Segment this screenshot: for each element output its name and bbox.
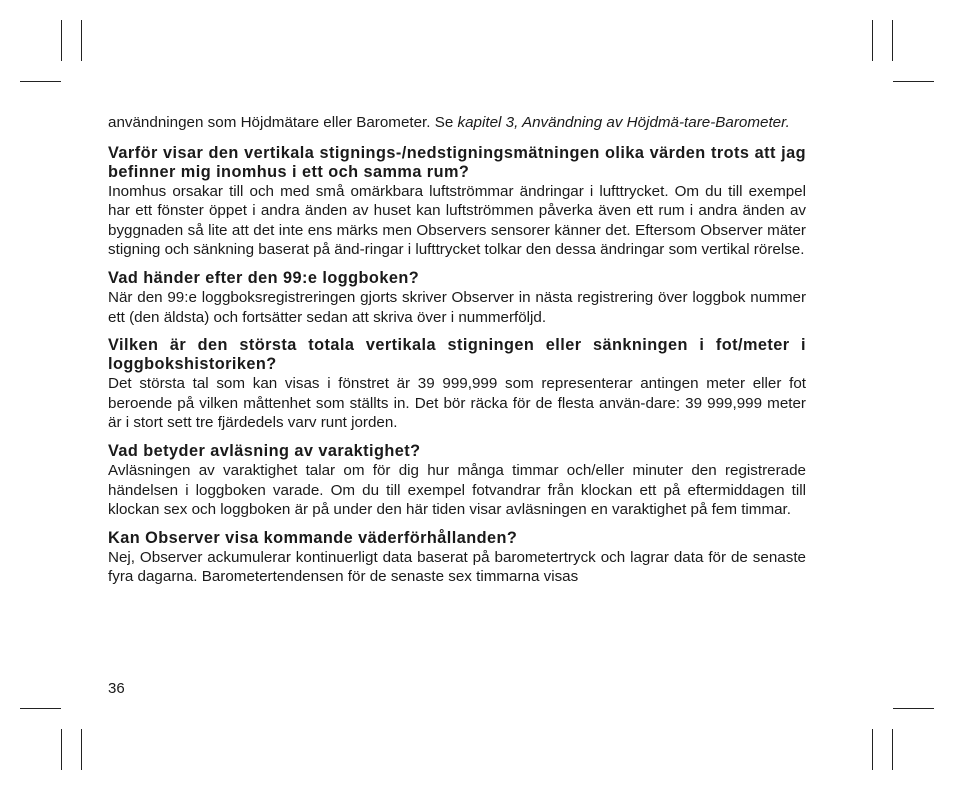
- crop-mark: [892, 729, 893, 770]
- crop-mark: [81, 729, 82, 770]
- crop-mark: [893, 708, 934, 709]
- faq-answer: Det största tal som kan visas i fönstret är 39 999,999 som representerar antingen meter eller fot beroende på vilken måttenhet som ställts in. Det bör räcka för de flesta använ-dare: 39 999,999 meter är i stort sett tre fjärdedels varv runt jorden.: [108, 375, 806, 432]
- crop-mark: [61, 20, 62, 61]
- faq-answer: Nej, Observer ackumulerar kontinuerligt data baserat på barometertryck och lagrar data för de senaste fyra dagarna. Barometertendensen för de senaste sex timmarna visas: [108, 548, 806, 586]
- faq-answer: Inomhus orsakar till och med små omärkbara luftströmmar ändringar i lufttrycket. Om du till exempel har ett fönster öppet i andra änden av huset kan luftströmmen påverka även ett rum i andra änden av byggnaden så lite att det inte ens märks men Observers sensorer känner det. Eftersom Observer mäter stigning och sänkning baserat på änd-ringar i lufttrycket tolkar den dessa ändringar som vertikal rörelse.: [108, 182, 806, 259]
- faq-answer: När den 99:e loggboksregistreringen gjorts skriver Observer in nästa registrering över loggbok nummer ett (den äldsta) och fortsätter sedan att skriva över i nummerföljd.: [108, 288, 806, 326]
- faq-question: Varför visar den vertikala stignings-/nedstigningsmätningen olika värden trots att jag befinner mig inomhus i ett och samma rum?: [108, 143, 806, 181]
- faq-answer: Avläsningen av varaktighet talar om för dig hur många timmar och/eller minuter den registrerade händelsen i loggboken varade. Om du till exempel fotvandrar från klockan ett på eftermiddagen till klockan sex och loggboken är på under den här tiden visar avläsningen en varaktighet på fem timmar.: [108, 461, 806, 519]
- faq-section: [108, 442, 806, 520]
- crop-mark: [892, 20, 893, 61]
- faq-question: Vilken är den största totala vertikala stigningen eller sänkningen i fot/meter i loggbokshistoriken?: [108, 336, 806, 374]
- faq-question: Vad betyder avläsning av varaktighet?: [108, 441, 421, 460]
- faq-section: [108, 144, 806, 260]
- intro-paragraph: [108, 113, 806, 133]
- faq-section: [108, 269, 806, 327]
- crop-mark: [20, 81, 61, 82]
- faq-section: [108, 336, 806, 433]
- faq-section: [108, 529, 806, 587]
- crop-mark: [20, 708, 61, 709]
- page-content: [108, 113, 806, 587]
- crop-mark: [61, 729, 62, 770]
- chapter-reference: kapitel 3, Användning av Höjdmä-tare-Barometer.: [457, 114, 790, 131]
- page-number: 36: [108, 680, 125, 697]
- crop-mark: [872, 20, 873, 61]
- intro-text: användningen som Höjdmätare eller Barometer. Se: [108, 114, 458, 131]
- faq-question: Kan Observer visa kommande väderförhållanden?: [108, 528, 518, 547]
- crop-mark: [893, 81, 934, 82]
- crop-mark: [81, 20, 82, 61]
- crop-mark: [872, 729, 873, 770]
- faq-question: Vad händer efter den 99:e loggboken?: [108, 268, 420, 287]
